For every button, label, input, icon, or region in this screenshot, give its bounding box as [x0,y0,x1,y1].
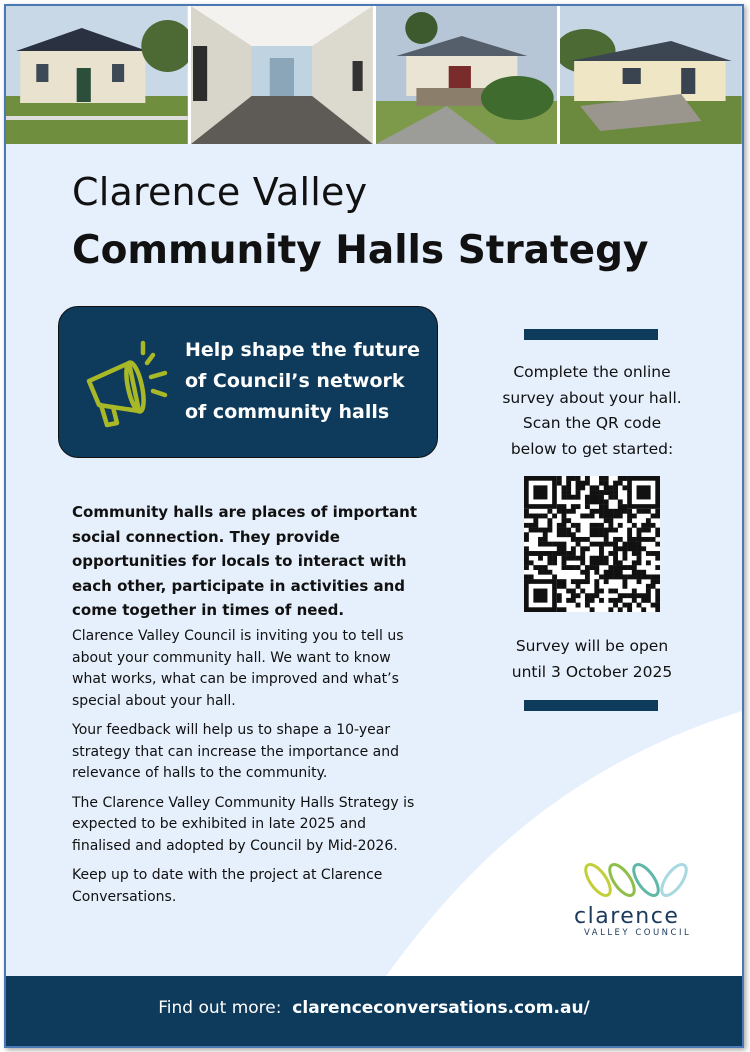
lead-paragraph: Community halls are places of important social connection. They provide opportunities for locals to interact with each other, participate in activities and come together in times of need. [72,503,418,619]
callout-line-1: Help shape the future [185,339,421,361]
body-paragraph: Keep up to date with the project at Clarence Conversations. [72,867,383,905]
survey-line-1: Complete the online [513,363,671,381]
title-line-1: Clarence Valley [72,170,368,214]
footer-prefix: Find out more: [158,998,282,1018]
body-paragraph: Your feedback will help us to shape a 10-year strategy that can increase the importance and relevance of halls to the community. [72,722,399,781]
survey-instructions [490,360,694,462]
footer-bar [6,976,742,1046]
divider-bar-top [524,329,658,340]
body-paragraph: Clarence Valley Council is inviting you to tell us about your community hall. We want to know what works, what can be improved and what’s special about your hall. [72,628,404,709]
body-paragraph: The Clarence Valley Community Halls Strategy is expected to be exhibited in late 2025 and finalised and adopted by Council by Mid-2026. [72,794,415,854]
body-text [72,626,422,916]
callout-line-2: of Council’s network [185,370,405,392]
flyer-page [4,4,744,1048]
qr-code[interactable] [524,476,660,612]
survey-line-2: survey about your hall. [502,388,682,407]
callout-box [58,306,438,458]
footer-website-link[interactable]: clarenceconversations.com.au/ [292,998,590,1018]
logo-wordmark: clarence [574,904,680,929]
callout-text [185,335,425,428]
divider-bar-bottom [524,700,658,711]
callout-line-3: of community halls [185,401,390,423]
survey-dates [490,634,694,685]
title-line-2: Community Halls Strategy [72,228,649,273]
survey-line-4: below to get started: [510,439,674,458]
survey-line-3: Scan the QR code [522,414,662,432]
survey-open-line-2: until 3 October 2025 [511,662,673,681]
logo-subtitle: VALLEY COUNCIL [584,928,692,938]
megaphone-icon [77,333,169,433]
survey-open-line-1: Survey will be open [515,637,669,655]
